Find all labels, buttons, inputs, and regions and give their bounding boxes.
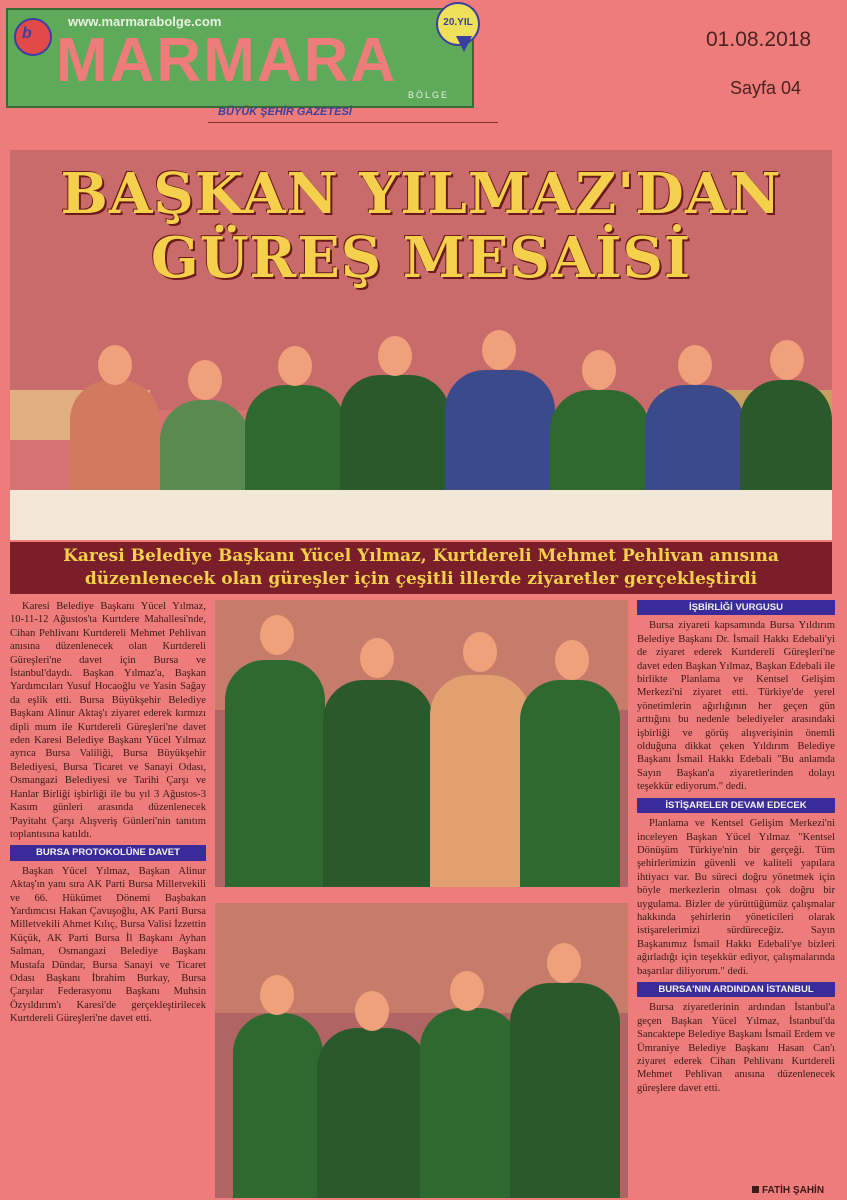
badge-ribbon: [456, 36, 472, 52]
photo-head: [463, 632, 497, 672]
photo-head: [770, 340, 804, 380]
photo-head: [482, 330, 516, 370]
photo-person: [233, 1013, 323, 1198]
photo-table: [10, 490, 832, 540]
photo-head: [582, 350, 616, 390]
issue-date: 01.08.2018: [706, 28, 812, 51]
article-photo-bottom: [215, 903, 628, 1198]
anniversary-badge-text: 20.YIL: [443, 17, 473, 28]
photo-head: [450, 971, 484, 1011]
article-paragraph: Bursa ziyaretlerinin ardından İstanbul'a geçen Başkan Yücel Yılmaz, İstanbul'da Sancaktepe Belediye Başkanı İsmail Erdem ve Ümraniye Belediye Başkanı Hasan Can'ı ziyaret ederek Cihan Pehlivanı Kurtdereli Mehmet Pehlivan anısına düzenlenecek güreşlere davet etti.: [637, 1002, 835, 1094]
article-column-right: [637, 596, 835, 1095]
hero-photo: [10, 150, 832, 540]
caption-bar: [10, 542, 832, 594]
masthead: [6, 8, 474, 108]
photo-head: [278, 346, 312, 386]
masthead-tagline: BÜYÜK ŞEHİR GAZETESİ: [218, 106, 352, 118]
photo-head: [547, 943, 581, 983]
photo-person: [420, 1008, 520, 1198]
section-subhead: BURSA'NIN ARDINDAN İSTANBUL: [637, 982, 835, 997]
article-photo-top: [215, 600, 628, 887]
photo-person: [510, 983, 620, 1198]
photo-head: [378, 336, 412, 376]
section-subhead: BURSA PROTOKOLÜNE DAVET: [10, 845, 206, 860]
photo-head: [355, 991, 389, 1031]
caption-text: [10, 545, 832, 591]
article-paragraph: Bursa ziyareti kapsamında Bursa Yıldırım Belediye Başkanı Dr. İsmail Hakkı Edebali'yi de ziyaret ederek Kurtdereli Güreşleri'ne davet eden Başkan Yılmaz, Başkan Edebali ile birlikte Planlama ve Kentsel Gelişim Merkezi'ni ziyaret etti. Türkiye'de yerel yönetimlerin ağırlığının her geçen gün arttığını bu nedenle belediyeler arasındaki işbirliği ve görüş alışverişinin önemli olduğuna dikkat çeken Yıldırım Belediye Başkanı İsmail Hakkı Edebali "Bu anlamda Sayın Başkan'a ziyaretlerinden dolayı teşekkür ediyorum." dedi.: [637, 620, 835, 793]
photo-person: [323, 680, 433, 887]
headline: [10, 162, 832, 290]
byline: [752, 1185, 824, 1196]
article-paragraph: Başkan Yücel Yılmaz, Başkan Alinur Aktaş'ın yanı sıra AK Parti Bursa Milletvekili ve 66. Hükümet Dönemi Başbakan Yardımcısı Hakan Çavuşoğlu, AK Parti Bursa Milletvekili Ahmet Kılıç, Bursa Valisi İzzettin Küçük, AK Parti Bursa İl Başkanı Ayhan Salman, Osmangazi Belediye Başkanı Mustafa Dündar, Bursa Sanayi ve Ticaret Odası Başkanı İbrahim Burkay, Bursa Çarşılar Federasyonu Başkanı Muhsin Özyıldırım'ı Karesi'de gerçekleştirilecek Kurtdereli Güreşleri'ne davet etti.: [10, 865, 206, 1025]
photo-person: [430, 675, 530, 887]
photo-person: [317, 1028, 427, 1198]
article-paragraph: Karesi Belediye Başkanı Yücel Yılmaz, 10-11-12 Ağustos'ta Kurtdere Mahallesi'nde, Cihan Pehlivanı Kurtdereli Mehmet Pehlivan anısına düzenlenecek olan Kurtdereli Güreşleri'ne davet için Bursa ve İstanbul'daydı. Başkan Yılmaz'a, Başkan Yardımcıları Yusuf Hocaoğlu ve Yasin Sağay da eşlik etti. Bursa Büyükşehir Belediye Başkanı Alinur Aktaş'ı ziyaret ederek kırmızı dipli mum ile Kurtdereli Güreşleri'ne davet eden Karesi Belediye Başkanı Yücel Yılmaz ayrıca Bursa Valiliği, Bursa Büyükşehir Belediyesi, Bursa Ticaret ve Sanayi Odası, Osmangazi Belediyesi ve Tarihi Çarşı ve Hanlar Birliği işbirliği ile bu yıl 3 Ağustos-3 Kasım günleri arasında düzenlenecek 'Payitaht Çarşı Alışveriş Günleri'nin tanıtım toplantısına katıldı.: [10, 601, 206, 840]
photo-head: [260, 975, 294, 1015]
tagline-rule: [208, 122, 498, 123]
masthead-url[interactable]: www.marmarabolge.com: [68, 14, 222, 29]
section-subhead: İŞBİRLİĞİ VURGUSU: [637, 600, 835, 615]
masthead-title: MARMARA: [56, 26, 398, 95]
photo-head: [555, 640, 589, 680]
masthead-subtitle: BÖLGE: [408, 90, 450, 100]
headline-line-1: BAŞKAN YILMAZ'DAN: [60, 161, 782, 227]
photo-head: [188, 360, 222, 400]
photo-head: [678, 345, 712, 385]
photo-head: [98, 345, 132, 385]
page-number: Sayfa 04: [730, 78, 802, 98]
caption-line-1: Karesi Belediye Başkanı Yücel Yılmaz, Kurtdereli Mehmet Pehlivan anısına: [63, 546, 779, 566]
byline-square-icon: [752, 1186, 759, 1193]
photo-person: [520, 680, 620, 887]
photo-head: [360, 638, 394, 678]
byline-author: FATİH ŞAHİN: [762, 1185, 825, 1196]
section-subhead: İSTİŞARELER DEVAM EDECEK: [637, 798, 835, 813]
masthead-logo-icon: b: [14, 18, 52, 56]
headline-line-2: GÜREŞ MESAİSİ: [150, 225, 692, 291]
photo-person: [225, 660, 325, 887]
caption-line-2: düzenlenecek olan güreşler için çeşitli illerde ziyaretler gerçekleştirdi: [84, 569, 758, 589]
article-paragraph: Planlama ve Kentsel Gelişim Merkezi'ni inceleyen Başkan Yücel Yılmaz "Kentsel Dönüşüm Türkiye'nin bir gerçeği. Tüm şehirlerimizin güvenli ve kaliteli yapılara ihtiyacı var. Bu süreci doğru yönetmek için böyle merkezlerin olması çok doğru bir uygulama. Bizler de yürüttüğümüz çalışmalar hakkında şehirlerin yöneticileri olarak istişarelerimizi sürdüreceğiz. Sayın Başkanımız İsmail Hakkı Edebali'ye bizleri ağırladığı için teşekkür ediyor, çalışmalarında başarılar diliyorum." dedi.: [637, 818, 835, 977]
photo-head: [260, 615, 294, 655]
article-column-left: [10, 600, 206, 1026]
